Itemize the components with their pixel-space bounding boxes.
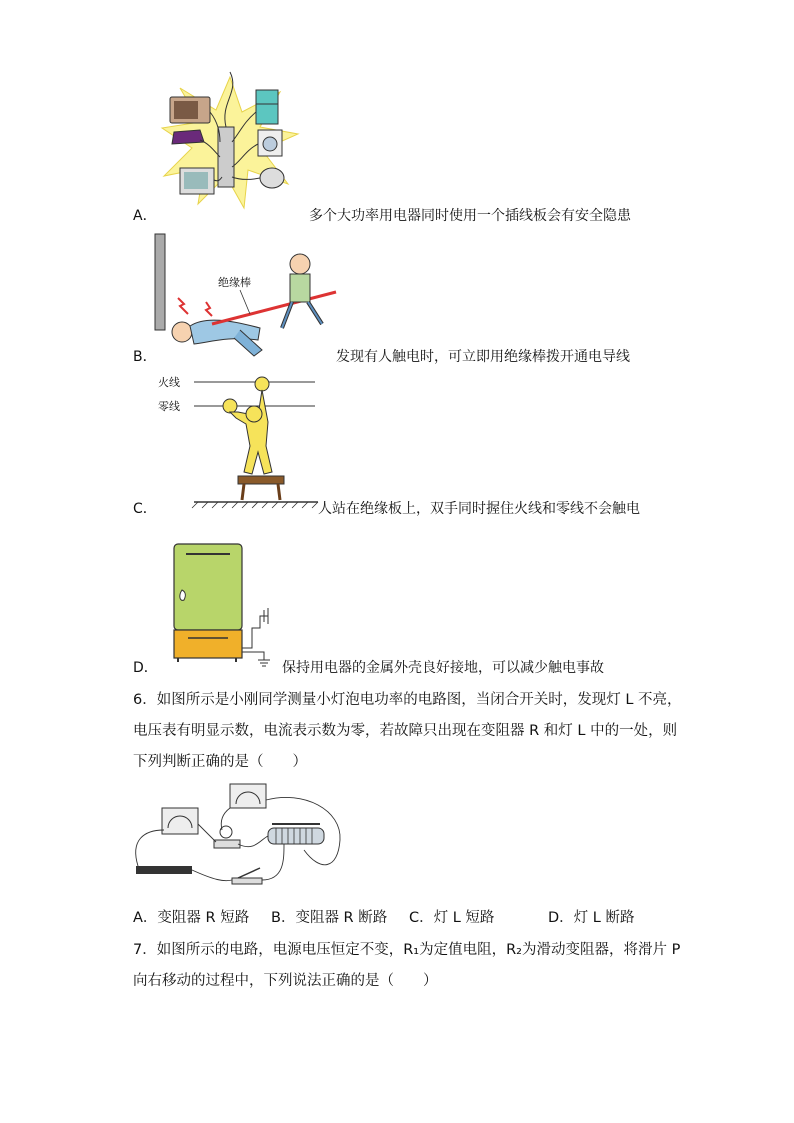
q7-line-2: 向右移动的过程中，下列说法正确的是（ ） (133, 973, 438, 989)
option-d-letter: D． (133, 660, 158, 676)
q6-choice-c: C．灯 L 短路 (409, 910, 495, 926)
option-c-text: 人站在绝缘板上，双手同时握住火线和零线不会触电 (318, 501, 640, 517)
option-b-text: 发现有人触电时，可立即用绝缘棒拨开通电导线 (336, 349, 630, 365)
q6-line-2: 电压表有明显示数，电流表示数为零，若故障只出现在变阻器 R 和灯 L 中的一处，则 (133, 723, 678, 739)
overloaded-power-strip-figure (160, 72, 300, 212)
measurement-circuit-figure (134, 780, 344, 880)
q6-choice-d: D．灯 L 断路 (548, 910, 635, 926)
neutral-wire-label: 零线 (158, 400, 180, 413)
insulating-rod-rescue-figure (150, 232, 350, 362)
q6-line-3: 下列判断正确的是（ ） (133, 754, 307, 770)
q6-line-1: 6．如图所示是小刚同学测量小灯泡电功率的电路图，当闭合开关时，发现灯 L 不亮， (133, 692, 682, 708)
option-d-text: 保持用电器的金属外壳良好接地，可以减少触电事故 (282, 660, 604, 676)
option-b-letter: B． (133, 349, 157, 365)
grounded-fridge-figure (168, 540, 298, 670)
live-neutral-wire-figure (150, 372, 340, 512)
option-c-letter: C． (133, 501, 157, 517)
option-a-letter: A． (133, 208, 157, 224)
q6-choice-b: B．变阻器 R 断路 (271, 910, 388, 926)
insulating-rod-label: 绝缘棒 (218, 276, 251, 289)
option-a-text: 多个大功率用电器同时使用一个插线板会有安全隐患 (309, 208, 631, 224)
q6-choice-a: A．变阻器 R 短路 (133, 910, 250, 926)
q7-line-1: 7．如图所示的电路，电源电压恒定不变，R₁为定值电阻，R₂为滑动变阻器，将滑片 P (133, 942, 681, 958)
live-wire-label: 火线 (158, 376, 180, 389)
